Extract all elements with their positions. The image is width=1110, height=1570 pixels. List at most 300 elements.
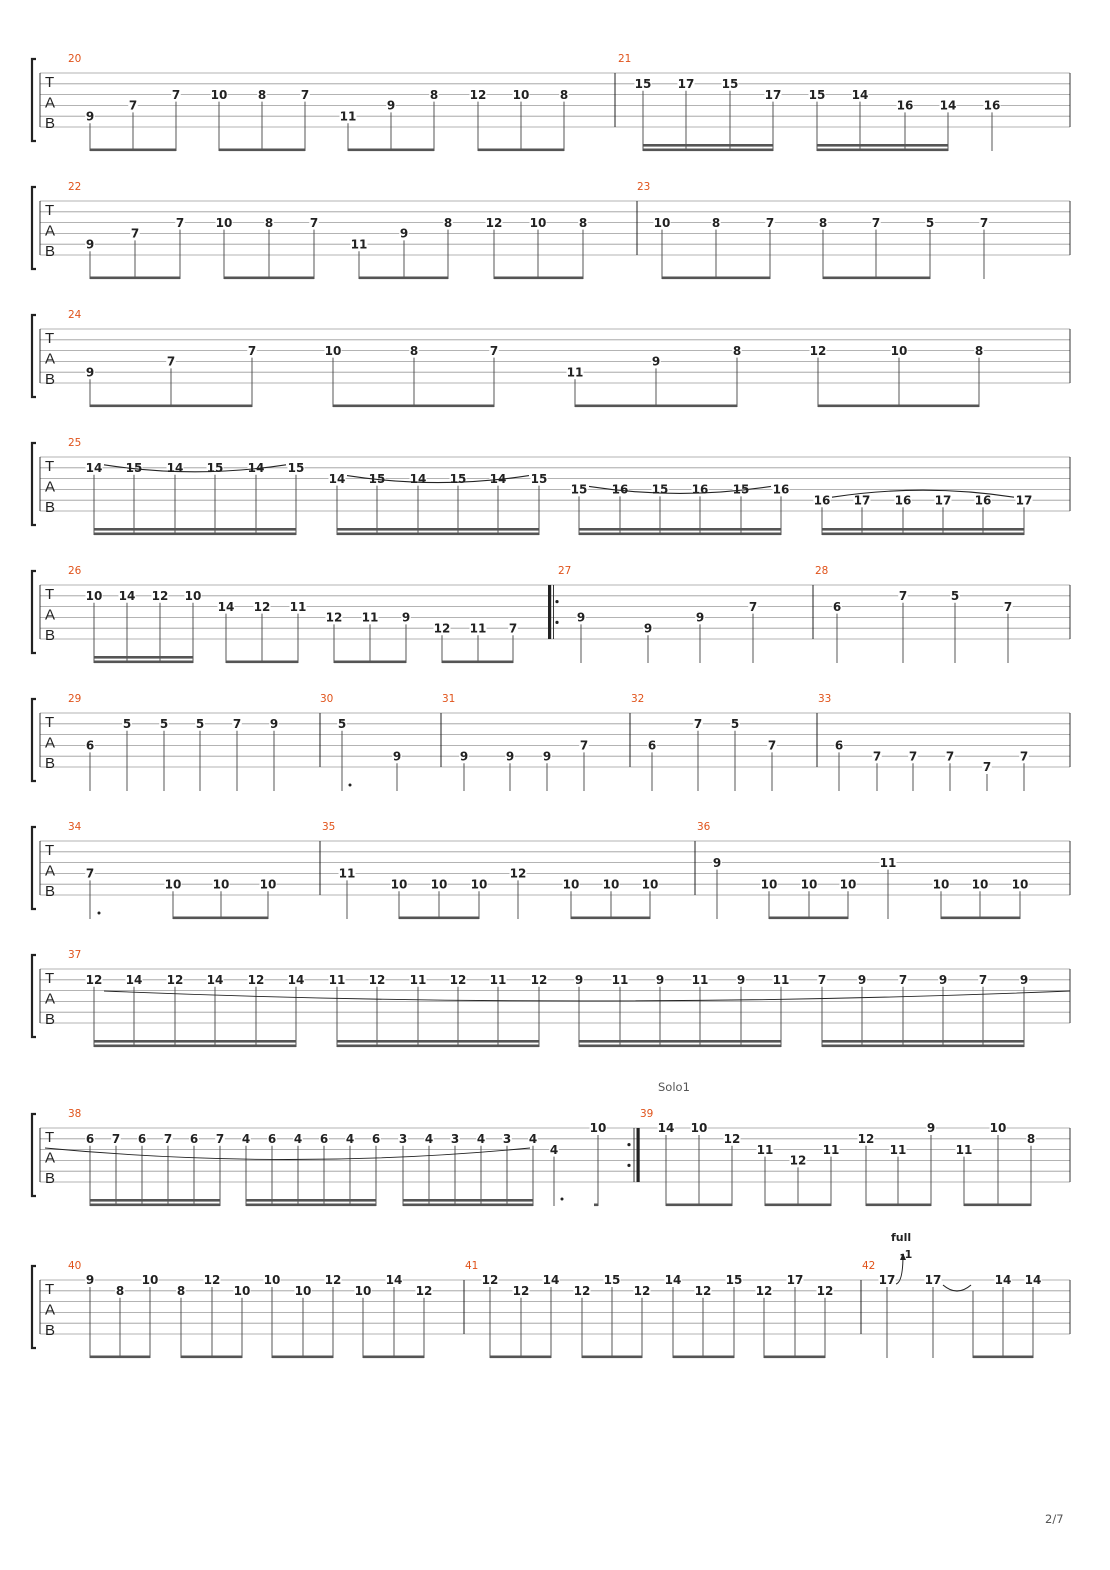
fret-number: 15 bbox=[651, 482, 669, 497]
fret-number: 11 bbox=[566, 365, 584, 380]
fret-number: 9 bbox=[269, 717, 279, 731]
tab-clef-letter: B bbox=[45, 627, 56, 644]
rhythm-dot bbox=[98, 912, 101, 915]
measure-40 bbox=[68, 1260, 433, 1358]
beam bbox=[478, 149, 564, 152]
fret-number: 12 bbox=[485, 215, 503, 230]
fret-number: 8 bbox=[176, 1284, 186, 1298]
fret-number: 7 bbox=[945, 749, 955, 764]
tab-clef-letter: B bbox=[45, 1322, 56, 1339]
fret-number: 12 bbox=[247, 973, 265, 987]
beam bbox=[224, 277, 314, 280]
fret-number: 8 bbox=[1026, 1132, 1036, 1146]
measure-number: 26 bbox=[68, 565, 82, 577]
system-bracket bbox=[32, 443, 36, 525]
fret-number: 8 bbox=[257, 87, 267, 102]
beam bbox=[571, 917, 650, 920]
measure-39 bbox=[627, 1108, 1035, 1206]
tab-clef-letter: A bbox=[45, 862, 56, 880]
fret-number: 15 bbox=[449, 471, 467, 486]
section-marker-solo1: Solo1 bbox=[658, 1080, 690, 1094]
repeat-dot bbox=[555, 600, 558, 603]
beam bbox=[90, 1199, 220, 1202]
measure-25 bbox=[68, 437, 1033, 535]
tab-clef-letter: A bbox=[45, 990, 56, 1008]
bend-value: -1 bbox=[900, 1248, 913, 1261]
fret-number: 11 bbox=[469, 621, 487, 636]
fret-number: 8 bbox=[264, 215, 274, 230]
fret-number: 7 bbox=[1003, 599, 1013, 614]
fret-number: 8 bbox=[443, 215, 453, 230]
fret-number: 14 bbox=[118, 589, 136, 603]
system-bracket bbox=[32, 1114, 36, 1196]
fret-number: 9 bbox=[85, 237, 95, 252]
system-bracket bbox=[32, 59, 36, 141]
beam bbox=[822, 528, 1024, 531]
measure-22 bbox=[68, 181, 588, 279]
measure-number: 39 bbox=[640, 1108, 654, 1120]
fret-number: 17 bbox=[878, 1273, 896, 1288]
tab-system bbox=[32, 309, 1070, 407]
measure-36 bbox=[695, 821, 1029, 919]
fret-number: 6 bbox=[137, 1132, 147, 1146]
tab-clef-letter: B bbox=[45, 755, 56, 772]
system-bracket bbox=[32, 571, 36, 653]
beam bbox=[822, 1045, 1024, 1048]
beam bbox=[363, 1356, 424, 1359]
fret-number: 12 bbox=[449, 973, 467, 987]
fret-number: 8 bbox=[974, 343, 984, 358]
fret-number: 5 bbox=[950, 589, 960, 603]
beam bbox=[643, 144, 773, 147]
tab-clef-letter: T bbox=[45, 1129, 55, 1146]
measure-27 bbox=[548, 565, 758, 663]
fret-number: 14 bbox=[206, 973, 224, 987]
fret-number: 14 bbox=[328, 471, 346, 486]
repeat-start-thick-bar bbox=[548, 585, 551, 639]
fret-number: 12 bbox=[509, 866, 527, 881]
beam bbox=[348, 149, 434, 152]
fret-number: 7 bbox=[871, 215, 881, 230]
slur-long bbox=[104, 991, 1070, 1001]
fret-number: 10 bbox=[839, 877, 857, 892]
system-bracket bbox=[32, 187, 36, 269]
fret-number: 5 bbox=[730, 717, 740, 731]
fret-number: 10 bbox=[641, 877, 659, 892]
fret-number: 7 bbox=[978, 973, 988, 987]
fret-number: 10 bbox=[1011, 877, 1029, 892]
measure-number: 28 bbox=[815, 565, 829, 577]
fret-number: 12 bbox=[433, 621, 451, 636]
fret-number: 5 bbox=[195, 717, 205, 731]
fret-number: 14 bbox=[851, 87, 869, 102]
fret-number: 9 bbox=[574, 973, 584, 987]
fret-number: 10 bbox=[259, 877, 277, 892]
beam bbox=[337, 1045, 539, 1048]
fret-number: 10 bbox=[390, 877, 408, 892]
fret-number: 12 bbox=[325, 610, 343, 625]
beam bbox=[246, 1199, 376, 1202]
beam bbox=[579, 1045, 781, 1048]
beam bbox=[494, 277, 583, 280]
beam bbox=[94, 1045, 296, 1048]
fret-number: 17 bbox=[924, 1273, 942, 1288]
fret-number: 17 bbox=[1015, 493, 1033, 508]
measure-31 bbox=[441, 693, 589, 791]
tab-clef-letter: B bbox=[45, 499, 56, 516]
tab-clef-letter: B bbox=[45, 883, 56, 900]
fret-number: 7 bbox=[579, 738, 589, 753]
fret-number: 10 bbox=[263, 1273, 281, 1288]
tab-clef-letter: A bbox=[45, 478, 56, 496]
fret-number: 7 bbox=[128, 98, 138, 113]
fret-number: 4 bbox=[528, 1132, 538, 1146]
fret-number: 12 bbox=[755, 1284, 773, 1298]
fret-number: 10 bbox=[529, 215, 547, 230]
fret-number: 10 bbox=[971, 877, 989, 892]
beam bbox=[337, 533, 539, 536]
measure-number: 27 bbox=[558, 565, 572, 577]
fret-number: 8 bbox=[578, 215, 588, 230]
fret-number: 10 bbox=[215, 215, 233, 230]
beam bbox=[818, 405, 979, 408]
measure-number: 21 bbox=[618, 53, 632, 65]
fret-number: 4 bbox=[345, 1132, 355, 1146]
fret-number: 11 bbox=[361, 610, 379, 625]
fret-number: 10 bbox=[932, 877, 950, 892]
fret-number: 12 bbox=[809, 343, 827, 358]
tab-clef-letter: T bbox=[45, 842, 55, 859]
fret-number: 10 bbox=[690, 1121, 708, 1136]
fret-number: 10 bbox=[602, 877, 620, 892]
fret-number: 9 bbox=[392, 749, 402, 764]
fret-number: 11 bbox=[955, 1142, 973, 1157]
fret-number: 10 bbox=[989, 1121, 1007, 1136]
fret-number: 16 bbox=[611, 482, 629, 497]
fret-number: 10 bbox=[212, 877, 230, 892]
measure-number: 36 bbox=[697, 821, 711, 833]
tab-clef-letter: T bbox=[45, 458, 55, 475]
beam-stub bbox=[594, 1204, 598, 1207]
tab-clef-letter: T bbox=[45, 202, 55, 219]
fret-number: 17 bbox=[934, 493, 952, 508]
measure-30 bbox=[320, 693, 402, 791]
fret-number: 9 bbox=[85, 1273, 95, 1288]
fret-number: 15 bbox=[530, 471, 548, 486]
fret-number: 6 bbox=[267, 1132, 277, 1146]
system-bracket bbox=[32, 315, 36, 397]
fret-number: 11 bbox=[756, 1142, 774, 1157]
fret-number: 7 bbox=[247, 343, 257, 358]
fret-number: 6 bbox=[647, 738, 657, 753]
system-bracket bbox=[32, 955, 36, 1037]
fret-number: 14 bbox=[247, 461, 265, 475]
tab-system bbox=[32, 565, 1070, 663]
fret-number: 10 bbox=[470, 877, 488, 892]
measure-37 bbox=[68, 949, 1070, 1047]
fret-number: 9 bbox=[857, 973, 867, 987]
rhythm-dot bbox=[349, 784, 352, 787]
beam bbox=[643, 149, 773, 152]
fret-number: 14 bbox=[217, 599, 235, 614]
measure-number: 33 bbox=[818, 693, 832, 705]
tab-clef-letter: T bbox=[45, 74, 55, 91]
fret-number: 12 bbox=[324, 1273, 342, 1288]
beam bbox=[817, 149, 948, 152]
fret-number: 7 bbox=[309, 215, 319, 230]
fret-number: 12 bbox=[203, 1273, 221, 1288]
fret-number: 12 bbox=[573, 1284, 591, 1298]
system-bracket bbox=[32, 1266, 36, 1348]
fret-number: 8 bbox=[115, 1284, 125, 1298]
fret-number: 11 bbox=[879, 855, 897, 870]
fret-number: 9 bbox=[505, 749, 515, 764]
tab-clef-letter: B bbox=[45, 115, 56, 132]
fret-number: 11 bbox=[338, 866, 356, 881]
tab-clef-letter: A bbox=[45, 222, 56, 240]
beam bbox=[359, 277, 448, 280]
fret-number: 5 bbox=[122, 717, 132, 731]
fret-number: 3 bbox=[502, 1132, 512, 1146]
fret-number: 6 bbox=[85, 738, 95, 753]
fret-number: 10 bbox=[430, 877, 448, 892]
fret-number: 11 bbox=[409, 973, 427, 987]
fret-number: 9 bbox=[926, 1121, 936, 1136]
beam bbox=[399, 917, 479, 920]
fret-number: 15 bbox=[206, 461, 224, 475]
fret-number: 9 bbox=[695, 610, 705, 625]
measure-28 bbox=[813, 565, 1013, 663]
fret-number: 7 bbox=[215, 1132, 225, 1146]
beam bbox=[181, 1356, 242, 1359]
fret-number: 9 bbox=[386, 98, 396, 113]
measure-number: 37 bbox=[68, 949, 82, 961]
measure-34 bbox=[68, 821, 277, 919]
fret-number: 7 bbox=[489, 343, 499, 358]
measure-33 bbox=[817, 693, 1029, 791]
measure-number: 23 bbox=[637, 181, 651, 193]
system-bracket bbox=[32, 699, 36, 781]
repeat-dot bbox=[555, 621, 558, 624]
tab-system bbox=[32, 949, 1070, 1047]
beam bbox=[769, 917, 848, 920]
fret-number: 14 bbox=[489, 471, 507, 486]
fret-number: 12 bbox=[633, 1284, 651, 1298]
fret-number: 10 bbox=[653, 215, 671, 230]
system-bracket bbox=[32, 827, 36, 909]
beam bbox=[337, 528, 539, 531]
measure-41 bbox=[464, 1260, 834, 1358]
fret-number: 7 bbox=[872, 749, 882, 764]
fret-number: 7 bbox=[85, 866, 95, 881]
fret-number: 15 bbox=[570, 482, 588, 497]
fret-number: 14 bbox=[1024, 1273, 1042, 1288]
beam bbox=[662, 277, 770, 280]
beam bbox=[765, 1204, 831, 1207]
beam bbox=[90, 277, 180, 280]
fret-number: 9 bbox=[576, 610, 586, 625]
fret-number: 12 bbox=[512, 1284, 530, 1298]
fret-number: 15 bbox=[634, 77, 652, 91]
beam bbox=[246, 1204, 376, 1207]
beam bbox=[822, 533, 1024, 536]
tab-clef-letter: A bbox=[45, 350, 56, 368]
fret-number: 9 bbox=[459, 749, 469, 764]
tab-system bbox=[32, 1231, 1070, 1358]
fret-number: 14 bbox=[994, 1273, 1012, 1288]
fret-number: 7 bbox=[166, 354, 176, 369]
fret-number: 10 bbox=[562, 877, 580, 892]
beam bbox=[673, 1356, 734, 1359]
beam bbox=[579, 533, 781, 536]
fret-number: 11 bbox=[339, 109, 357, 124]
fret-number: 17 bbox=[786, 1273, 804, 1288]
page-number: 2/7 bbox=[1045, 1512, 1064, 1526]
tab-clef-letter: A bbox=[45, 94, 56, 112]
repeat-dot bbox=[627, 1164, 630, 1167]
fret-number: 11 bbox=[289, 599, 307, 614]
repeat-dot bbox=[627, 1143, 630, 1146]
fret-number: 7 bbox=[111, 1132, 121, 1146]
beam bbox=[866, 1204, 931, 1207]
fret-number: 16 bbox=[896, 98, 914, 113]
tab-system bbox=[32, 1108, 1070, 1206]
repeat-end-thick-bar bbox=[637, 1128, 640, 1182]
fret-number: 3 bbox=[450, 1132, 460, 1146]
beam bbox=[90, 1204, 220, 1207]
fret-number: 9 bbox=[85, 109, 95, 124]
measure-number: 24 bbox=[68, 309, 82, 321]
fret-number: 5 bbox=[925, 215, 935, 230]
fret-number: 12 bbox=[723, 1132, 741, 1146]
fret-number: 8 bbox=[559, 87, 569, 102]
fret-number: 14 bbox=[385, 1273, 403, 1288]
tab-systems bbox=[32, 53, 1070, 1358]
beam bbox=[964, 1204, 1031, 1207]
fret-number: 10 bbox=[233, 1284, 251, 1298]
beam bbox=[403, 1204, 533, 1207]
fret-number: 10 bbox=[589, 1121, 607, 1136]
fret-number: 17 bbox=[853, 493, 871, 508]
tie bbox=[943, 1285, 971, 1291]
beam bbox=[94, 656, 193, 659]
fret-number: 9 bbox=[643, 621, 653, 636]
fret-number: 11 bbox=[328, 973, 346, 987]
fret-number: 12 bbox=[530, 973, 548, 987]
fret-number: 15 bbox=[721, 77, 739, 91]
fret-number: 15 bbox=[603, 1273, 621, 1288]
fret-number: 6 bbox=[834, 738, 844, 753]
fret-number: 9 bbox=[1019, 973, 1029, 987]
fret-number: 7 bbox=[1019, 749, 1029, 764]
fret-number: 11 bbox=[350, 237, 368, 252]
tab-clef-letter: T bbox=[45, 586, 55, 603]
fret-number: 4 bbox=[424, 1132, 434, 1146]
fret-number: 9 bbox=[651, 354, 661, 369]
fret-number: 15 bbox=[125, 461, 143, 475]
beam bbox=[90, 1356, 150, 1359]
measure-number: 30 bbox=[320, 693, 334, 705]
fret-number: 7 bbox=[175, 215, 185, 230]
measure-number: 41 bbox=[465, 1260, 479, 1272]
measure-number: 29 bbox=[68, 693, 82, 705]
fret-number: 12 bbox=[415, 1284, 433, 1298]
fret-number: 4 bbox=[241, 1132, 251, 1146]
beam bbox=[941, 917, 1020, 920]
fret-number: 10 bbox=[85, 589, 103, 603]
tab-system bbox=[32, 53, 1070, 151]
tab-clef-letter: B bbox=[45, 1170, 56, 1187]
fret-number: 5 bbox=[159, 717, 169, 731]
fret-number: 12 bbox=[253, 599, 271, 614]
fret-number: 12 bbox=[166, 973, 184, 987]
fret-number: 11 bbox=[489, 973, 507, 987]
fret-number: 8 bbox=[732, 343, 742, 358]
beam bbox=[764, 1356, 825, 1359]
fret-number: 12 bbox=[368, 973, 386, 987]
beam bbox=[90, 405, 252, 408]
measure-42 bbox=[861, 1231, 1042, 1358]
fret-number: 9 bbox=[655, 973, 665, 987]
tab-clef-letter: T bbox=[45, 714, 55, 731]
fret-number: 8 bbox=[429, 87, 439, 102]
fret-number: 10 bbox=[890, 343, 908, 358]
fret-number: 6 bbox=[85, 1132, 95, 1146]
fret-number: 12 bbox=[481, 1273, 499, 1288]
fret-number: 6 bbox=[832, 599, 842, 614]
fret-number: 8 bbox=[409, 343, 419, 358]
fret-number: 15 bbox=[287, 461, 305, 475]
measure-number: 42 bbox=[862, 1260, 876, 1272]
measure-29 bbox=[68, 693, 279, 791]
fret-number: 14 bbox=[287, 973, 305, 987]
fret-number: 12 bbox=[789, 1153, 807, 1168]
measure-20 bbox=[68, 53, 569, 151]
fret-number: 7 bbox=[767, 738, 777, 753]
tab-system bbox=[32, 821, 1070, 919]
fret-number: 4 bbox=[549, 1142, 559, 1157]
beam bbox=[173, 917, 268, 920]
beam bbox=[822, 1040, 1024, 1043]
fret-number: 6 bbox=[319, 1132, 329, 1146]
measure-24 bbox=[68, 309, 984, 407]
fret-number: 7 bbox=[130, 226, 140, 241]
fret-number: 14 bbox=[664, 1273, 682, 1288]
fret-number: 9 bbox=[736, 973, 746, 987]
tab-clef-letter: T bbox=[45, 970, 55, 987]
fret-number: 7 bbox=[898, 973, 908, 987]
tab-system bbox=[32, 437, 1070, 535]
measure-number: 20 bbox=[68, 53, 82, 65]
fret-number: 7 bbox=[693, 717, 703, 731]
fret-number: 10 bbox=[760, 877, 778, 892]
fret-number: 10 bbox=[800, 877, 818, 892]
fret-number: 10 bbox=[141, 1273, 159, 1288]
fret-number: 16 bbox=[974, 493, 992, 508]
fret-number: 6 bbox=[189, 1132, 199, 1146]
beam bbox=[403, 1199, 533, 1202]
measure-35 bbox=[320, 821, 659, 919]
fret-number: 7 bbox=[979, 215, 989, 230]
tab-system bbox=[32, 693, 1070, 791]
fret-number: 7 bbox=[171, 87, 181, 102]
beam bbox=[94, 1040, 296, 1043]
fret-number: 7 bbox=[748, 599, 758, 614]
fret-number: 7 bbox=[765, 215, 775, 230]
beam bbox=[90, 149, 176, 152]
fret-number: 7 bbox=[508, 621, 518, 636]
fret-number: 15 bbox=[808, 87, 826, 102]
